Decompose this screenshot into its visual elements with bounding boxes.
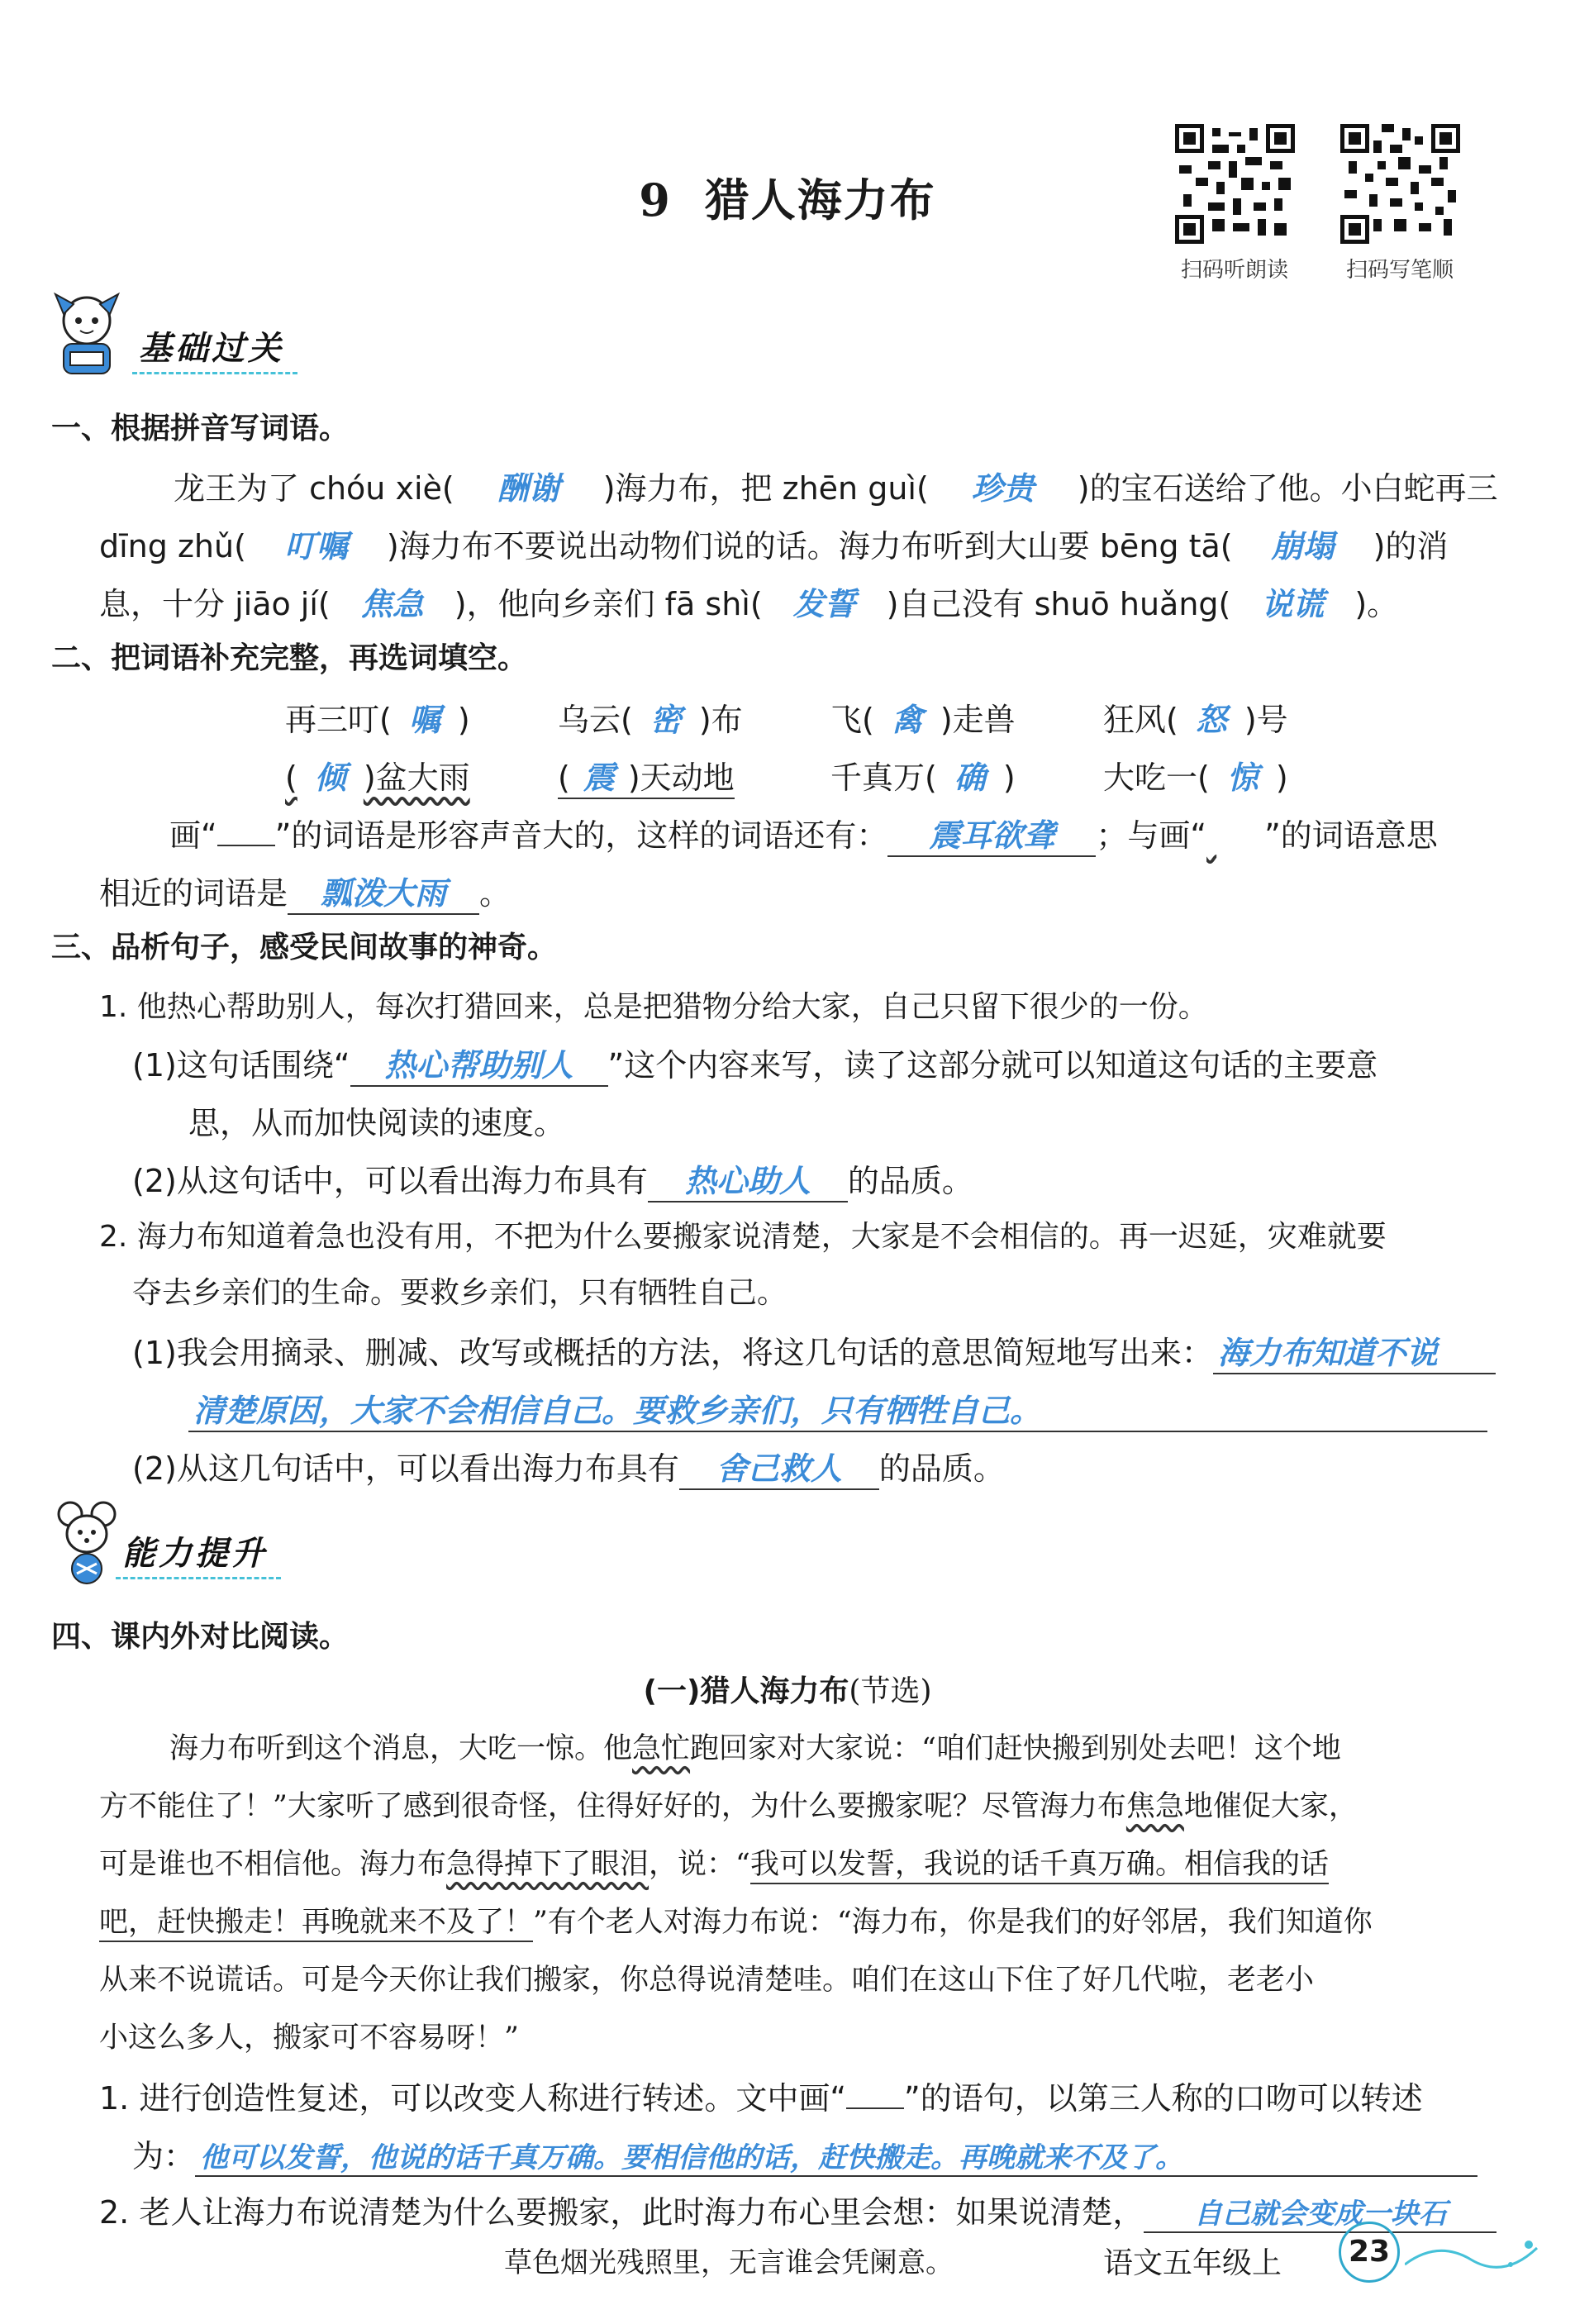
section-advanced-heading: 能力提升 [122, 1535, 268, 1573]
answer-quality-2: 舍己救人 [679, 1443, 879, 1490]
answer-topic: 热心帮助别人 [350, 1040, 608, 1087]
q3-item-1: 1. 他热心帮助别人，每次打猎回来，总是把猎物分给大家，自己只留下很少的一份。 [99, 990, 1208, 1024]
idiom-5: ( 倾 )盆大雨 [285, 759, 470, 796]
lesson-title [0, 165, 1575, 229]
passage-line-3: 可是谁也不相信他。海力布急得掉下了眼泪，说：“我可以发誓，我说的话千真万确。相信我的话 [99, 1841, 1329, 1883]
passage-line-4: 吧，赶快搬走！再晚就来不及了！”有个老人对海力布说：“海力布，你是我们的好邻居，我们知道你 [99, 1899, 1373, 1941]
lesson-number: 9 [639, 174, 672, 226]
q3-item-1-part-1-cont: 思，从而加快阅读的速度。 [188, 1105, 566, 1141]
idiom-8: 大吃一( 惊 ) [1103, 759, 1288, 796]
section-advanced-divider [116, 1577, 281, 1579]
q2-heading: 二、把词语补充完整，再选词填空。 [51, 641, 528, 675]
q1-line-1: 龙王为了 chóu xiè( 酬谢 )海力布，把 zhēn guì( 珍贵 )的宝石送给了他。小白蛇再三 [174, 463, 1498, 508]
q3-item-2: 2. 海力布知道着急也没有用，不把为什么要搬家说清楚，大家是不会相信的。再一迟延，灾难就要 [99, 1220, 1387, 1254]
answer-jiaoji: 焦急 [360, 585, 424, 622]
idiom-7: 千真万( 确 ) [830, 759, 1016, 796]
idiom-3: 飞( 禽 )走兽 [830, 701, 1016, 738]
footer-swirl-icon [1405, 2231, 1545, 2281]
answer-thought: 自己就会变成一块石 [1144, 2191, 1496, 2233]
footer-book-name: 语文五年级上 [1103, 2246, 1282, 2280]
q3-item-2-part-2: (2)从这几句话中，可以看出海力布具有 舍己救人 的品质。 [132, 1443, 1005, 1490]
q1-line-2: dīng zhǔ( 叮嘱 )海力布不要说出动物们说的话。海力布听到大山要 bēng tā( 崩塌 )的消 [99, 521, 1448, 566]
q4-question-2: 2. 老人让海力布说清楚为什么要搬家，此时海力布心里会想：如果说清楚， 自己就会变成一块石 [99, 2187, 1496, 2233]
answer-summary-1: 海力布知道不说 [1213, 1327, 1496, 1374]
passage-title: (一)猎人海力布(节选) [643, 1674, 932, 1708]
qr-caption-stroke: 扫码写笔顺 [1345, 258, 1454, 283]
answer-bengta: 崩塌 [1271, 527, 1335, 564]
answer-shuohuang: 说谎 [1261, 585, 1325, 622]
q1-line-3: 息，十分 jiāo jí( 焦急 )，他向乡亲们 fā shì( 发誓 )自己没有 shuō huǎng( 说谎 )。 [99, 579, 1398, 624]
lesson-title-text: 猎人海力布 [704, 174, 936, 226]
page-number: 23 [1339, 2222, 1400, 2283]
answer-zhengui: 珍贵 [971, 469, 1035, 507]
qr-code-listen-icon[interactable] [1175, 124, 1295, 244]
section-basic-heading: 基础过关 [139, 330, 284, 368]
passage-line-6: 小这么多人，搬家可不容易呀！” [99, 2022, 519, 2055]
mascot-girl-icon [45, 289, 128, 380]
q3-item-1-part-1: (1)这句话围绕“ 热心帮助别人 ”这个内容来写，读了这部分就可以知道这句话的主要意 [132, 1040, 1378, 1087]
q3-item-1-part-2: (2)从这句话中，可以看出海力布具有 热心助人 的品质。 [132, 1155, 973, 1202]
answer-summary-2: 清楚原因，大家不会相信自己。要救乡亲们，只有牺牲自己。 [188, 1385, 1487, 1432]
idiom-1: 再三叮( 嘱 ) [285, 701, 470, 738]
answer-dingzhu: 叮嘱 [284, 527, 348, 564]
q1-heading: 一、根据拼音写词语。 [51, 412, 350, 445]
answer-similar-rain: 瓢泼大雨 [288, 868, 479, 915]
q2-fill-line-1: 画“ ”的词语是形容声音大的，这样的词语还有： 震耳欲聋 ；与画“​ ”的词语意思 [169, 810, 1438, 857]
answer-similar-loud: 震耳欲聋 [887, 810, 1096, 857]
q3-heading: 三、品析句子，感受民间故事的神奇。 [51, 931, 558, 964]
answer-fashi: 发誓 [792, 585, 856, 622]
q3-item-2-cont: 夺去乡亲们的生命。要救乡亲们，只有牺牲自己。 [132, 1276, 788, 1310]
q4-heading: 四、课内外对比阅读。 [51, 1620, 350, 1654]
qr-caption-listen: 扫码听朗读 [1180, 258, 1288, 283]
footer-motto: 草色烟光残照里，无言谁会凭阑意。 [504, 2246, 954, 2279]
section-basic-divider [132, 372, 297, 374]
answer-chouxie: 酬谢 [497, 469, 560, 507]
passage-line-1: 海力布听到这个消息，大吃一惊。他急忙跑回家对大家说：“咱们赶快搬到别处去吧！这个地 [169, 1732, 1341, 1765]
idiom-6: ( 震 )天动地 [558, 752, 735, 798]
q3-item-2-part-1-answer [188, 1385, 1487, 1432]
passage-line-5: 从来不说谎话。可是今天你让我们搬家，你总得说清楚哇。咱们在这山下住了好几代啦，老老小 [99, 1964, 1315, 1997]
mascot-mouse-icon [45, 1496, 128, 1587]
passage-line-2: 方不能住了！”大家听了感到很奇怪，住得好好的，为什么要搬家呢？尽管海力布焦急地催促大家， [99, 1790, 1358, 1823]
qr-code-stroke-order-icon[interactable] [1340, 124, 1460, 244]
answer-retell: 他可以发誓，他说的话千真万确。要相信他的话，赶快搬走。再晚就来不及了。 [195, 2135, 1477, 2177]
answer-quality-1: 热心助人 [648, 1155, 848, 1202]
q4-question-1-answer-line: 为： 他可以发誓，他说的话千真万确。要相信他的话，赶快搬走。再晚就来不及了。 [132, 2131, 1477, 2177]
q2-fill-line-2: 相近的词语是 瓢泼大雨 。 [99, 868, 511, 915]
q3-item-2-part-1: (1)我会用摘录、删减、改写或概括的方法，将这几句话的意思简短地写出来： 海力布知道不说 [132, 1327, 1496, 1374]
idiom-2: 乌云( 密 )布 [558, 701, 743, 738]
idiom-4: 狂风( 怒 )号 [1103, 701, 1288, 738]
q4-question-1: 1. 进行创造性复述，可以改变人称进行转述。文中画“ ”的语句，以第三人称的口吻可以转述 [99, 2080, 1423, 2117]
